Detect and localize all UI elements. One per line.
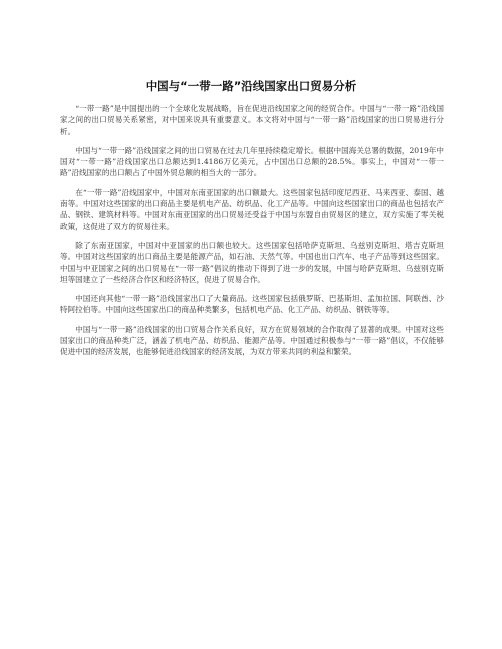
paragraph-central-asia: 除了东南亚国家，中国对中亚国家的出口额也较大。这些国家包括哈萨克斯坦、乌兹别克斯坦、塔吉克斯坦等。中国对这些国家的出口商品主要是能源产品，如石油、天然气等。中国也出口汽车、电子产品等到这些国家。中国与中亚国家之间的出口贸易在“一带一路”倡议的推动下得到了进一步的发展，中国与哈萨克斯坦、乌兹别克斯坦等国建立了一些经济合作区和经济特区，促进了贸易合作。: [60, 240, 444, 284]
paragraph-other-countries: 中国还向其他“一带一路”沿线国家出口了大量商品。这些国家包括俄罗斯、巴基斯坦、孟加拉国、阿联酋、沙特阿拉伯等。中国向这些国家出口的商品种类繁多，包括机电产品、化工产品、纺织品、钢铁等等。: [60, 294, 444, 315]
paragraph-southeast-asia: 在“一带一路”沿线国家中，中国对东南亚国家的出口额最大。这些国家包括印度尼西亚、马来西亚、泰国、越南等。中国对这些国家的出口商品主要是机电产品、纺织品、化工产品等。中国向这些国家出口的商品也包括农产品、钢铁、建筑材料等。中国对东南亚国家的出口贸易还受益于中国与东盟自由贸易区的建立，双方实施了零关税政策，这促进了双方的贸易往来。: [60, 187, 444, 231]
document-title: 中国与“一带一路”沿线国家出口贸易分析: [145, 79, 357, 93]
paragraph-growth: 中国与“一带一路”沿线国家之间的出口贸易在过去几年里持续稳定增长。根据中国海关总署的数据，2019年中国对“一带一路”沿线国家出口总额达到1.4186万亿美元，占中国出口总额的28.5%。事实上，中国对“一带一路”沿线国家的出口额占了中国外贸总额的相当大的一部分。: [60, 145, 444, 178]
paragraph-intro: “一带一路”是中国提出的一个全球化发展战略，旨在促进沿线国家之间的经贸合作。中国与“一带一路”沿线国家之间的出口贸易关系紧密，对中国来说具有重要意义。本文将对中国与“一带一路”沿线国家的出口贸易进行分析。: [60, 104, 444, 136]
paragraph-conclusion: 中国与“一带一路”沿线国家的出口贸易合作关系良好，双方在贸易领域的合作取得了显著的成果。中国对这些国家出口的商品种类广泛，涵盖了机电产品、纺织品、能源产品等。中国通过积极参与“一带一路”倡议，不仅能够促进中国的经济发展，也能够促进沿线国家的经济发展，为双方带来共同的利益和繁荣。: [60, 324, 444, 357]
document-body: [60, 103, 444, 366]
